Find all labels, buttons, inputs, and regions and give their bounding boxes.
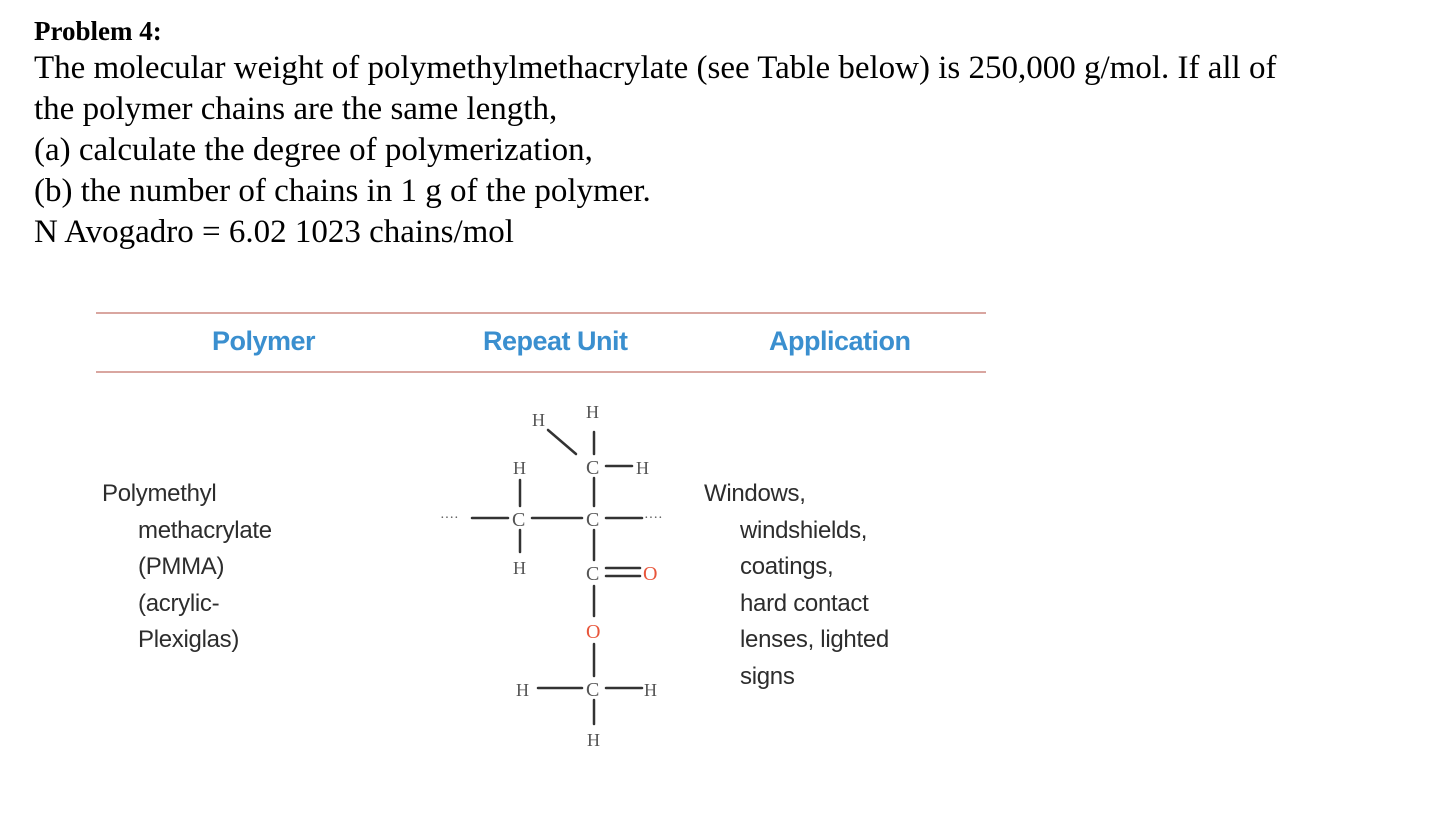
bond-dots-left: ····	[440, 511, 459, 526]
problem-title: Problem 4:	[34, 16, 162, 46]
application-line: windshields,	[740, 516, 868, 544]
header-application: Application	[769, 326, 911, 356]
atom-h: H	[513, 458, 526, 478]
atom-c: C	[586, 509, 600, 531]
polymer-name-line: methacrylate	[138, 516, 272, 544]
application-line: coatings,	[740, 553, 834, 580]
table-header-rule	[96, 371, 986, 373]
polymer-name-line: Polymethyl	[102, 480, 217, 507]
atom-o: O	[586, 621, 601, 643]
polymer-name-cell	[102, 476, 272, 659]
problem-line-3: (a) calculate the degree of polymerization,	[34, 132, 593, 168]
problem-line-4: (b) the number of chains in 1 g of the polymer.	[34, 173, 651, 209]
atom-h: H	[587, 730, 600, 750]
atom-o: O	[643, 563, 658, 585]
application-line: lenses, lighted	[740, 626, 889, 653]
application-line: hard contact	[740, 589, 869, 617]
problem-line-1: The molecular weight of polymethylmethacrylate (see Table below) is 250,000 g/mol. If all of	[34, 50, 1277, 86]
atom-h: H	[513, 558, 526, 578]
header-repeat-unit: Repeat Unit	[483, 326, 628, 356]
application-cell	[704, 476, 889, 695]
polymer-name-line: (PMMA)	[138, 553, 225, 580]
atom-c: C	[586, 563, 600, 585]
application-line: Windows,	[704, 480, 806, 507]
header-polymer: Polymer	[212, 326, 316, 356]
application-line: signs	[740, 662, 795, 690]
problem-statement	[34, 14, 1424, 253]
atom-c: C	[586, 679, 600, 701]
atom-h: H	[586, 402, 599, 422]
atom-c: C	[512, 509, 526, 531]
atom-h: H	[644, 680, 657, 700]
bond-dots-right: ····	[644, 511, 663, 526]
polymer-name-line: Plexiglas)	[138, 626, 240, 653]
atom-h: H	[532, 410, 545, 430]
pmma-repeat-unit-structure	[436, 390, 686, 770]
table-top-rule	[96, 312, 986, 314]
atom-h: H	[636, 458, 649, 478]
polymer-table	[96, 312, 986, 772]
atom-c: C	[586, 457, 600, 479]
problem-line-5: N Avogadro = 6.02 1023 chains/mol	[34, 214, 514, 250]
problem-line-2: the polymer chains are the same length,	[34, 91, 558, 127]
atom-h: H	[516, 680, 529, 700]
polymer-name-line: (acrylic-	[138, 589, 220, 617]
